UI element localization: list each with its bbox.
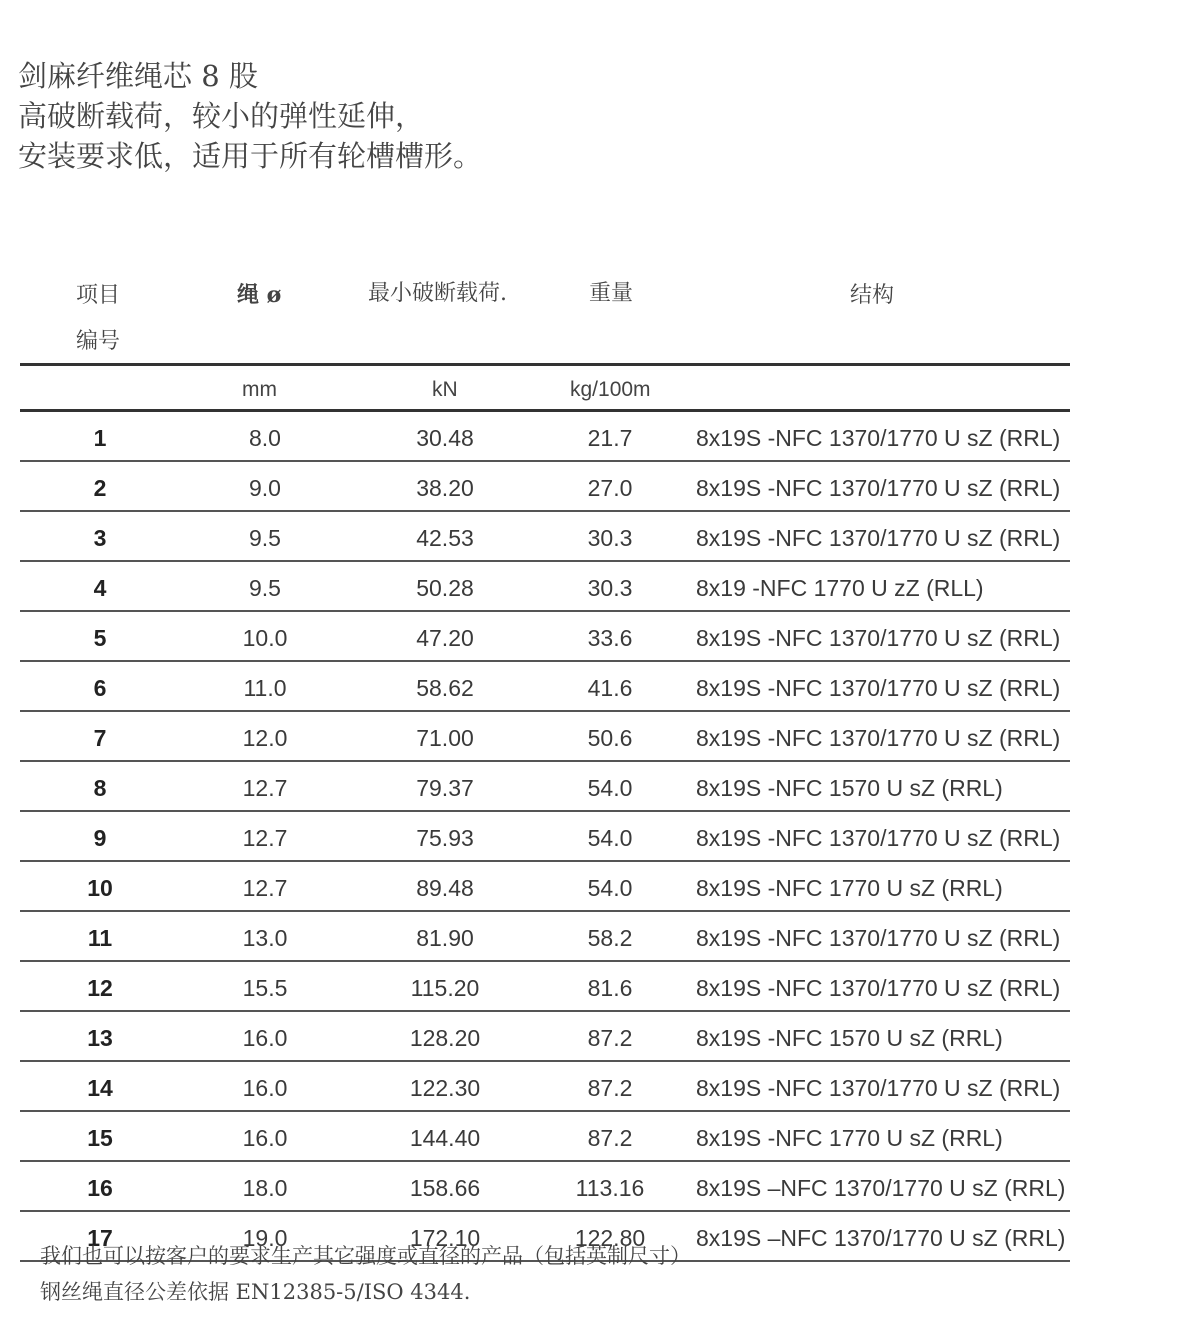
note-line-1: 我们也可以按客户的要求生产其它强度或直径的产品（包括英制尺寸） <box>40 1244 691 1268</box>
table-row <box>20 1014 1070 1062</box>
weight-cell: 54.0 <box>587 875 633 901</box>
unit-diameter: mm <box>242 378 277 401</box>
construction-cell: 8x19S -NFC 1370/1770 U sZ (RRL) <box>696 475 1061 501</box>
table-body <box>20 414 1070 1264</box>
diameter-cell: 12.0 <box>242 725 288 751</box>
construction-cell: 8x19S -NFC 1770 U sZ (RRL) <box>696 875 1003 901</box>
intro-text <box>18 56 482 176</box>
breaking-load-cell: 42.53 <box>416 525 474 551</box>
item-number: 15 <box>87 1125 113 1151</box>
item-number: 14 <box>87 1075 113 1101</box>
construction-cell: 8x19S -NFC 1770 U sZ (RRL) <box>696 1125 1003 1151</box>
breaking-load-cell: 79.37 <box>416 775 474 801</box>
construction-cell: 8x19S -NFC 1570 U sZ (RRL) <box>696 775 1003 801</box>
header-divider <box>20 363 1070 366</box>
breaking-load-cell: 71.00 <box>416 725 474 751</box>
weight-cell: 50.6 <box>587 725 633 751</box>
construction-cell: 8x19S -NFC 1570 U sZ (RRL) <box>696 1025 1003 1051</box>
weight-cell: 30.3 <box>587 575 633 601</box>
weight-cell: 27.0 <box>587 475 633 501</box>
table-row <box>20 714 1070 762</box>
construction-cell: 8x19S -NFC 1370/1770 U sZ (RRL) <box>696 425 1061 451</box>
diameter-cell: 8.0 <box>249 425 281 451</box>
construction-cell: 8x19S -NFC 1370/1770 U sZ (RRL) <box>696 675 1061 701</box>
breaking-load-cell: 81.90 <box>416 925 474 951</box>
breaking-load-cell: 89.48 <box>416 875 474 901</box>
breaking-load-cell: 30.48 <box>416 425 474 451</box>
breaking-load-cell: 172.10 <box>409 1225 481 1251</box>
table-row <box>20 664 1070 712</box>
item-number: 17 <box>87 1225 113 1251</box>
construction-cell: 8x19S -NFC 1370/1770 U sZ (RRL) <box>696 925 1061 951</box>
diameter-cell: 19.0 <box>242 1225 288 1251</box>
diameter-cell: 9.5 <box>249 525 281 551</box>
header-diameter: 绳 ø <box>237 282 282 308</box>
intro-line-2: 高破断载荷，较小的弹性延伸， <box>18 99 425 133</box>
table-row <box>20 514 1070 562</box>
construction-cell: 8x19S –NFC 1370/1770 U sZ (RRL) <box>696 1175 1066 1201</box>
weight-cell: 122.80 <box>574 1225 646 1251</box>
units-divider <box>20 409 1070 412</box>
item-number: 7 <box>93 725 107 751</box>
breaking-load-cell: 47.20 <box>416 625 474 651</box>
table-row <box>20 1114 1070 1162</box>
item-number: 11 <box>87 925 113 951</box>
unit-load: kN <box>432 378 458 401</box>
weight-cell: 87.2 <box>587 1125 633 1151</box>
breaking-load-cell: 122.30 <box>409 1075 481 1101</box>
table-row <box>20 414 1070 462</box>
diameter-cell: 12.7 <box>242 875 288 901</box>
weight-cell: 87.2 <box>587 1075 633 1101</box>
weight-cell: 113.16 <box>575 1175 645 1201</box>
diameter-cell: 16.0 <box>242 1025 288 1051</box>
table-row <box>20 864 1070 912</box>
table-row <box>20 914 1070 962</box>
header-construction: 结构 <box>850 283 895 308</box>
weight-cell: 21.7 <box>587 425 633 451</box>
item-number: 10 <box>87 875 113 901</box>
intro-line-1: 剑麻纤维绳芯 8 股 <box>18 59 258 93</box>
item-number: 12 <box>87 975 113 1001</box>
item-number: 2 <box>93 475 107 501</box>
diameter-cell: 16.0 <box>242 1125 288 1151</box>
construction-cell: 8x19S -NFC 1370/1770 U sZ (RRL) <box>696 825 1061 851</box>
item-number: 3 <box>93 525 107 551</box>
breaking-load-cell: 58.62 <box>416 675 474 701</box>
construction-cell: 8x19S -NFC 1370/1770 U sZ (RRL) <box>696 975 1061 1001</box>
construction-cell: 8x19S -NFC 1370/1770 U sZ (RRL) <box>696 525 1061 551</box>
weight-cell: 58.2 <box>587 925 633 951</box>
table-row <box>20 764 1070 812</box>
weight-cell: 87.2 <box>587 1025 633 1051</box>
weight-cell: 54.0 <box>587 775 633 801</box>
diameter-cell: 18.0 <box>242 1175 288 1201</box>
item-number: 4 <box>93 575 107 601</box>
weight-cell: 30.3 <box>587 525 633 551</box>
table-row <box>20 614 1070 662</box>
diameter-cell: 15.5 <box>242 975 288 1001</box>
weight-cell: 41.6 <box>587 675 633 701</box>
diameter-cell: 16.0 <box>242 1075 288 1101</box>
header-item-line2: 编号 <box>76 329 121 354</box>
item-number: 13 <box>87 1025 113 1051</box>
breaking-load-cell: 115.20 <box>410 975 480 1001</box>
item-number: 9 <box>93 825 107 851</box>
diameter-cell: 12.7 <box>242 775 288 801</box>
breaking-load-cell: 128.20 <box>409 1025 481 1051</box>
item-number: 5 <box>93 625 107 651</box>
diameter-cell: 13.0 <box>242 925 288 951</box>
header-item-line1: 项目 <box>76 283 121 308</box>
header-min-breaking-load: 最小破断载荷. <box>368 281 507 306</box>
intro-line-3: 安装要求低，适用于所有轮槽槽形。 <box>18 139 483 173</box>
item-number: 16 <box>87 1175 113 1201</box>
item-number: 6 <box>93 675 107 701</box>
diameter-cell: 11.0 <box>243 675 287 701</box>
diameter-cell: 9.5 <box>249 575 281 601</box>
breaking-load-cell: 158.66 <box>409 1175 481 1201</box>
note-line-2: 钢丝绳直径公差依据 EN12385-5/ISO 4344. <box>40 1280 471 1304</box>
construction-cell: 8x19S -NFC 1370/1770 U sZ (RRL) <box>696 1075 1061 1101</box>
weight-cell: 54.0 <box>587 825 633 851</box>
weight-cell: 33.6 <box>587 625 633 651</box>
header-weight: 重量 <box>589 281 634 306</box>
table-row <box>20 464 1070 512</box>
diameter-cell: 9.0 <box>249 475 281 501</box>
unit-weight: kg/100m <box>570 378 651 401</box>
breaking-load-cell: 75.93 <box>416 825 474 851</box>
breaking-load-cell: 144.40 <box>409 1125 481 1151</box>
breaking-load-cell: 38.20 <box>416 475 474 501</box>
table-row <box>20 814 1070 862</box>
table-row <box>20 964 1070 1012</box>
diameter-cell: 10.0 <box>242 625 288 651</box>
construction-cell: 8x19S –NFC 1370/1770 U sZ (RRL) <box>696 1225 1066 1251</box>
weight-cell: 81.6 <box>587 975 633 1001</box>
construction-cell: 8x19 -NFC 1770 U zZ (RLL) <box>696 575 984 601</box>
table-row <box>20 1064 1070 1112</box>
table-row <box>20 564 1070 612</box>
diameter-cell: 12.7 <box>242 825 288 851</box>
table-row <box>20 1164 1070 1212</box>
breaking-load-cell: 50.28 <box>416 575 474 601</box>
construction-cell: 8x19S -NFC 1370/1770 U sZ (RRL) <box>696 725 1061 751</box>
item-number: 1 <box>93 425 107 451</box>
item-number: 8 <box>93 775 107 801</box>
construction-cell: 8x19S -NFC 1370/1770 U sZ (RRL) <box>696 625 1061 651</box>
